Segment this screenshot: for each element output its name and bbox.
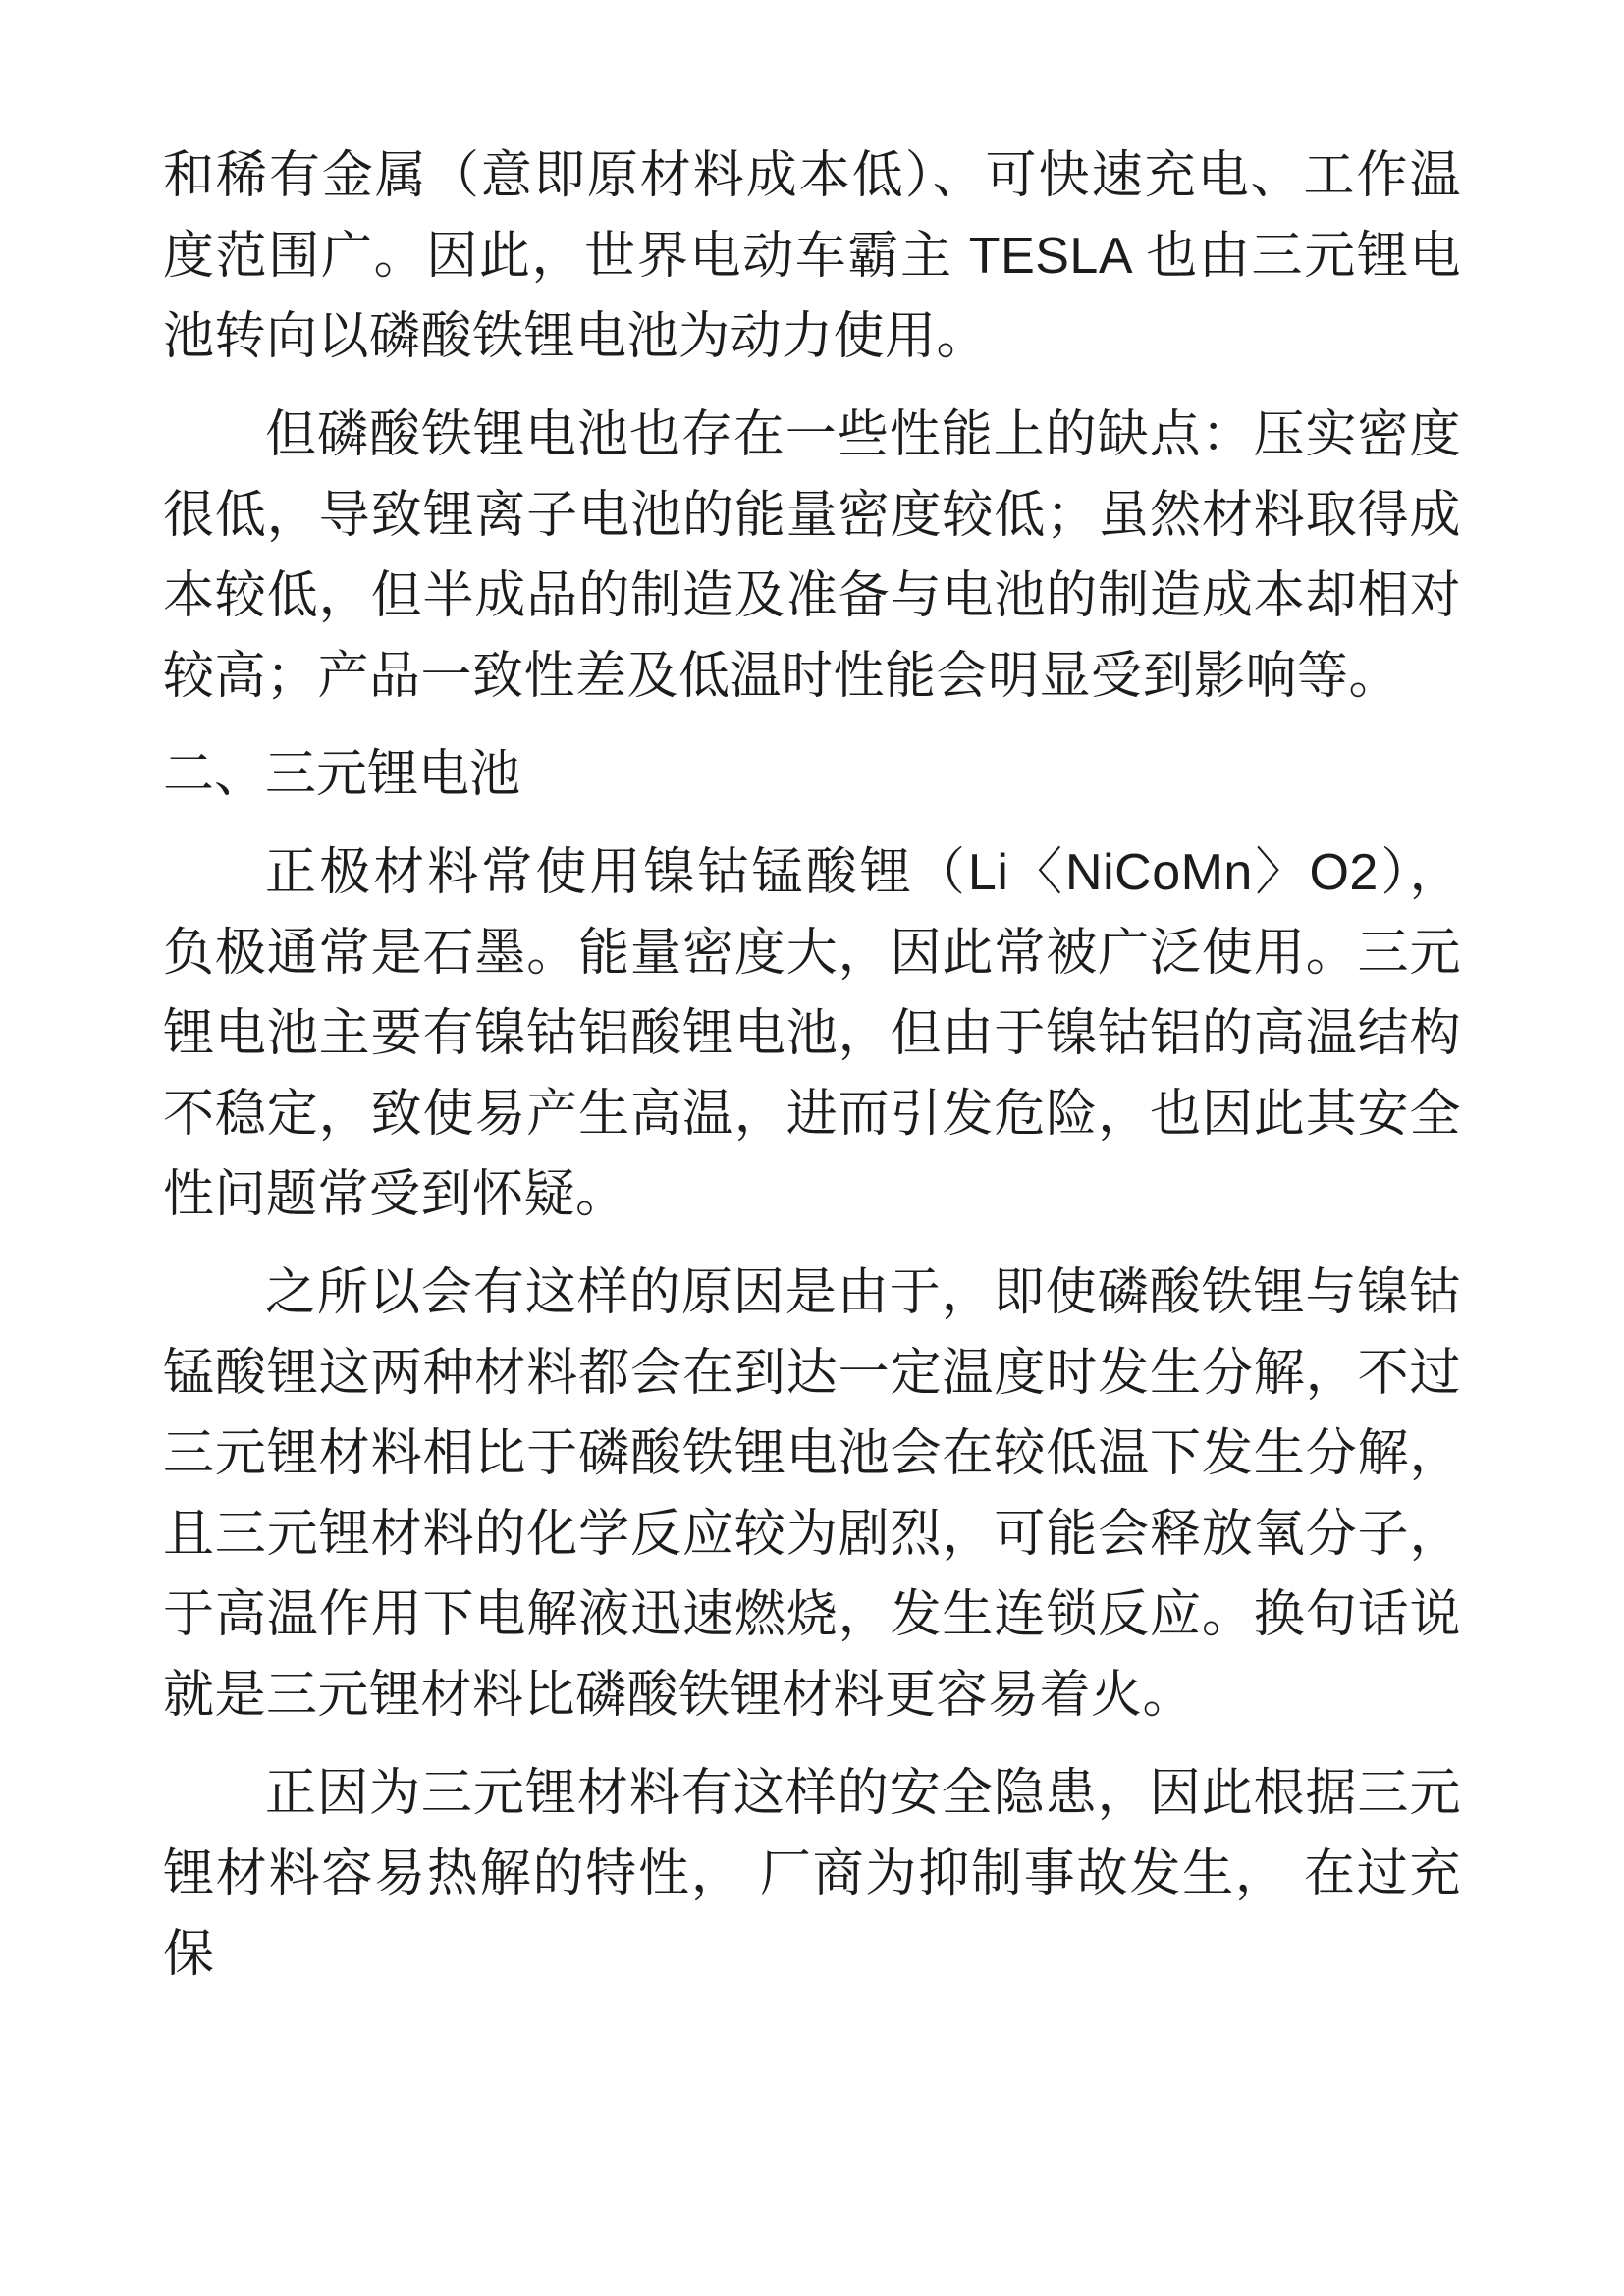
paragraph-thermal-decomposition: 之所以会有这样的原因是由于，即使磷酸铁锂与镍钴锰酸锂这两种材料都会在到达一定温度时发生分解，不过三元锂材料相比于磷酸铁锂电池会在较低温下发生分解，且三元锂材料的化学反应较为剧烈，可能会释放氧分子，于高温作用下电解液迅速燃烧，发生连锁反应。换句话说就是三元锂材料比磷酸铁锂材料更容易着火。 (163, 1264, 1461, 1724)
paragraph-lfp-advantages-continuation: 和稀有金属（意即原材料成本低）、可快速充电、工作温度范围广。因此，世界电动车霸主 TESLA 也由三元锂电池转向以磷酸铁锂电池为动力使用。 (163, 147, 1461, 365)
paragraph-lfp-disadvantages: 但磷酸铁锂电池也存在一些性能上的缺点：压实密度很低，导致锂离子电池的能量密度较低；虽然材料取得成本较低，但半成品的制造及准备与电池的制造成本却相对较高；产品一致性差及低温时性能会明显受到影响等。 (163, 406, 1461, 705)
section-heading-ternary-lithium-battery: 二、三元锂电池 (163, 746, 521, 803)
paragraph-safety-risk-cutoff: 正因为三元锂材料有这样的安全隐患，因此根据三元锂材料容易热解的特性， 厂商为抑制事故发生， 在过充保 (163, 1765, 1461, 1983)
paragraph-ternary-materials: 正极材料常使用镍钴锰酸锂（Li〈NiCoMn〉O2），负极通常是石墨。能量密度大，因此常被广泛使用。三元锂电池主要有镍钴铝酸锂电池，但由于镍钴铝的高温结构不稳定，致使易产生高温，进而引发危险，也因此其安全性问题常受到怀疑。 (163, 844, 1461, 1223)
